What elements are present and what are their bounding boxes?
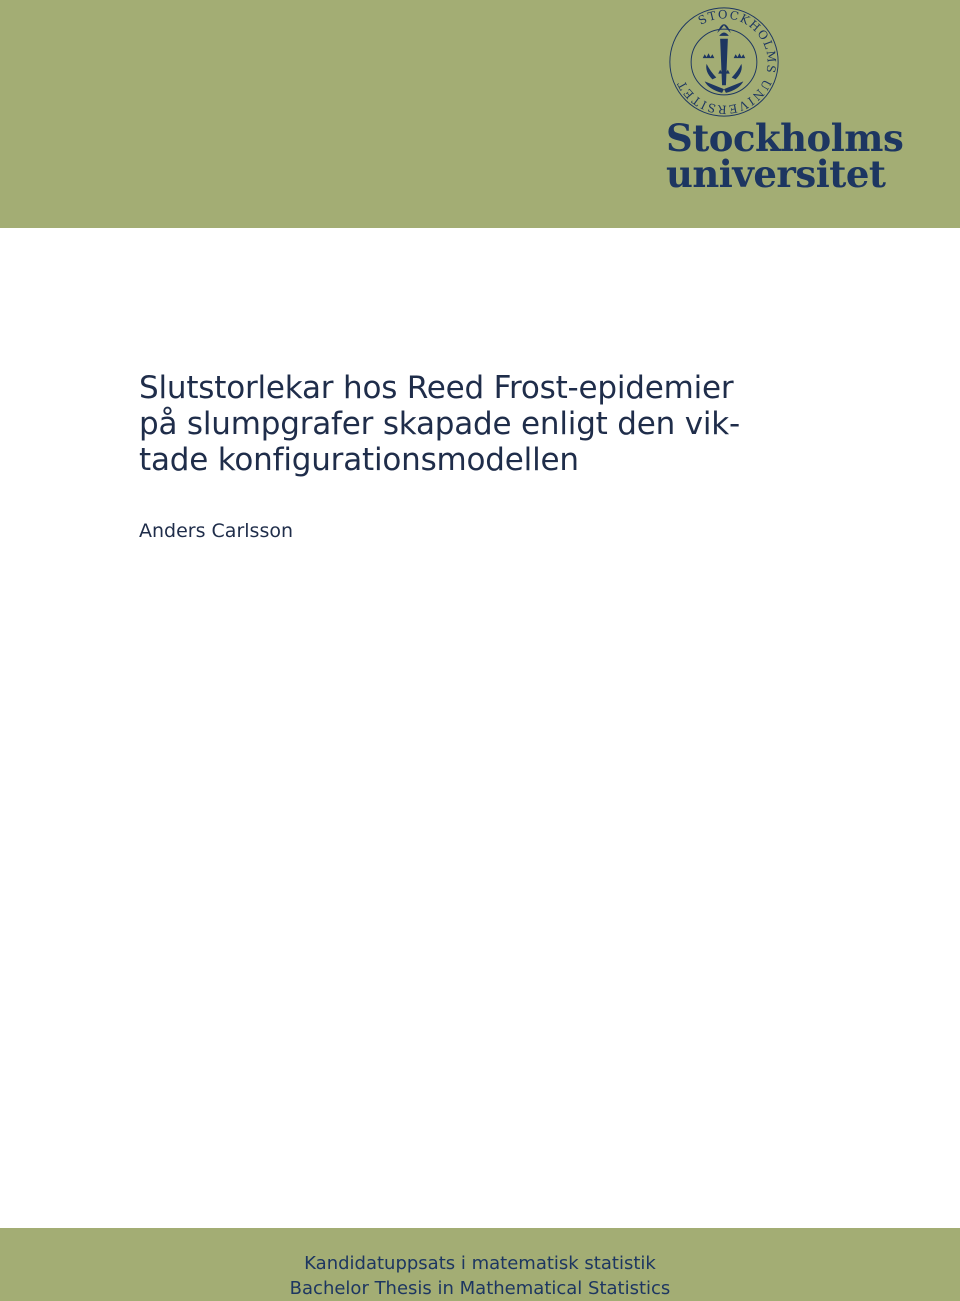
title-line-2: på slumpgrafer skapade enligt den vik- — [139, 406, 741, 442]
thesis-title — [139, 370, 779, 478]
university-logo — [662, 4, 912, 194]
footer-line-english: Bachelor Thesis in Mathematical Statistics — [289, 1278, 671, 1299]
university-wordmark — [666, 116, 904, 196]
header-band — [0, 0, 960, 228]
title-line-3: tade konfigurationsmodellen — [139, 442, 579, 478]
wordmark-line-2: universitet — [666, 152, 886, 196]
author-name: Anders Carlsson — [139, 520, 294, 542]
footer-text — [0, 1251, 960, 1301]
footer-line-swedish: Kandidatuppsats i matematisk statistik — [304, 1253, 656, 1274]
university-seal-icon — [666, 4, 782, 120]
seal-ring-text: STOCKHOLMS UNIVERSITET — [673, 7, 779, 117]
wordmark-line-1: Stockholms — [666, 116, 904, 160]
title-line-1: Slutstorlekar hos Reed Frost-epidemier — [139, 370, 734, 406]
